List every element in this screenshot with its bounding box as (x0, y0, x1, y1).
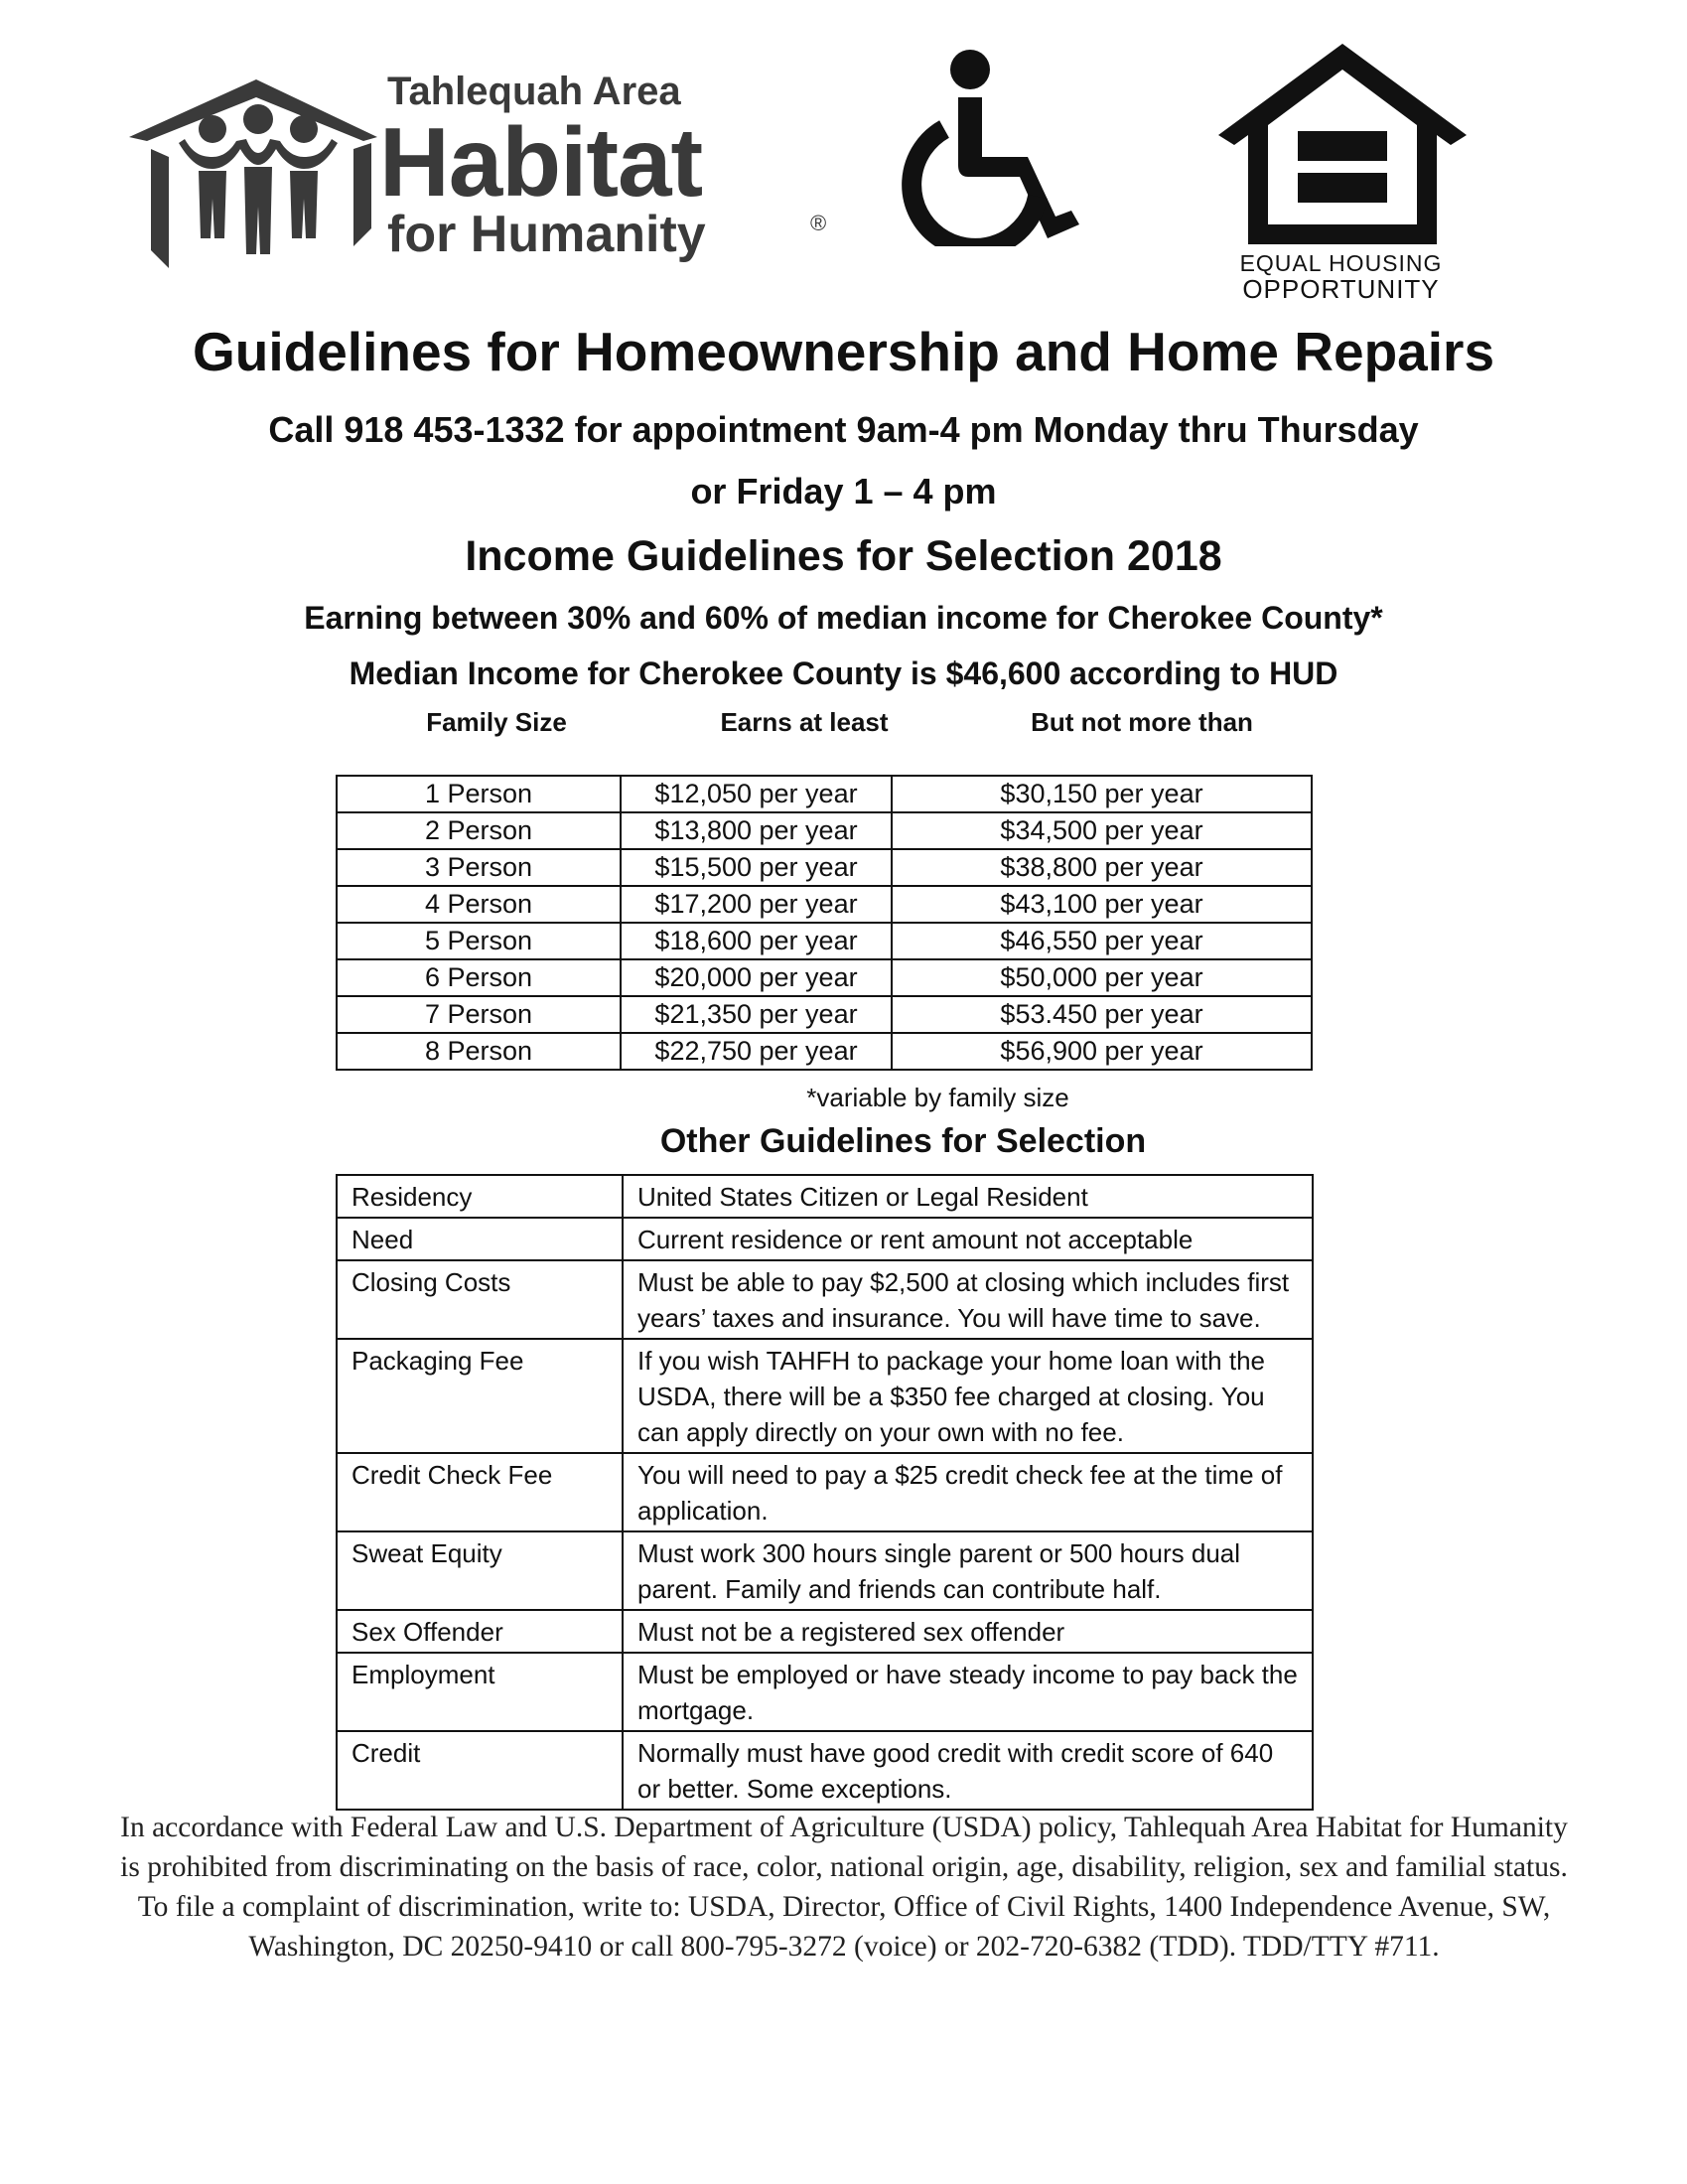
family-size-cell: 2 Person (337, 812, 621, 849)
min-income-cell: $13,800 per year (621, 812, 892, 849)
equal-housing-text: EQUAL HOUSING (1239, 250, 1443, 276)
guideline-label: Residency (337, 1175, 623, 1218)
equal-housing-logo (1216, 40, 1470, 303)
logo-text-habitat: Habitat (379, 107, 703, 217)
table-row (337, 849, 1312, 886)
guideline-value: Must be able to pay $2,500 at closing which includes first years’ taxes and insurance. You will have time to save. (623, 1260, 1313, 1339)
table-row (337, 776, 1312, 812)
guideline-label: Sweat Equity (337, 1531, 623, 1610)
wheelchair-icon (889, 48, 1087, 246)
table-row (337, 996, 1312, 1033)
family-size-cell: 8 Person (337, 1033, 621, 1070)
column-header-not-more-than: But not more than (1031, 707, 1253, 737)
min-income-cell: $12,050 per year (621, 776, 892, 812)
guideline-value: Must be employed or have steady income to pay back the mortgage. (623, 1653, 1313, 1731)
max-income-cell: $50,000 per year (892, 959, 1312, 996)
income-table (336, 775, 1313, 1071)
other-guidelines-table (336, 1174, 1314, 1811)
table-row (337, 1175, 1313, 1218)
family-size-cell: 5 Person (337, 923, 621, 959)
table-row (337, 886, 1312, 923)
family-size-cell: 4 Person (337, 886, 621, 923)
min-income-cell: $21,350 per year (621, 996, 892, 1033)
guideline-value: You will need to pay a $25 credit check fee at the time of application. (623, 1453, 1313, 1531)
max-income-cell: $56,900 per year (892, 1033, 1312, 1070)
min-income-cell: $15,500 per year (621, 849, 892, 886)
min-income-cell: $22,750 per year (621, 1033, 892, 1070)
table-row (337, 1610, 1313, 1653)
min-income-cell: $17,200 per year (621, 886, 892, 923)
registered-mark: ® (810, 211, 827, 235)
max-income-cell: $34,500 per year (892, 812, 1312, 849)
guideline-value: If you wish TAHFH to package your home loan with the USDA, there will be a $350 fee charged at closing. You can apply directly on your own with no fee. (623, 1339, 1313, 1453)
guideline-label: Employment (337, 1653, 623, 1731)
logo-text-for-humanity: for Humanity (387, 206, 706, 263)
median-income-line: Median Income for Cherokee County is $46,600 according to HUD (349, 655, 1338, 691)
earning-range-line: Earning between 30% and 60% of median income for Cherokee County* (304, 600, 1383, 636)
max-income-cell: $46,550 per year (892, 923, 1312, 959)
equal-housing-house-icon (1216, 40, 1470, 248)
logo-text-tahlequah-area: Tahlequah Area (387, 70, 681, 113)
table-row (337, 1033, 1312, 1070)
habitat-house-people-icon (129, 79, 377, 268)
column-header-earns-at-least: Earns at least (720, 707, 889, 737)
guideline-value: Must not be a registered sex offender (623, 1610, 1313, 1653)
table-row (337, 1339, 1313, 1453)
guideline-label: Credit (337, 1731, 623, 1810)
max-income-cell: $53.450 per year (892, 996, 1312, 1033)
min-income-cell: $20,000 per year (621, 959, 892, 996)
guideline-value: Current residence or rent amount not acceptable (623, 1218, 1313, 1260)
habitat-logo (129, 70, 827, 268)
table-row (337, 1531, 1313, 1610)
table-row (337, 1453, 1313, 1531)
guideline-label: Sex Offender (337, 1610, 623, 1653)
guideline-label: Need (337, 1218, 623, 1260)
income-guidelines-title: Income Guidelines for Selection 2018 (465, 532, 1222, 580)
max-income-cell: $30,150 per year (892, 776, 1312, 812)
family-size-cell: 1 Person (337, 776, 621, 812)
opportunity-text: OPPORTUNITY (1242, 274, 1440, 304)
table-row (337, 1731, 1313, 1810)
table-row (337, 1260, 1313, 1339)
guideline-label: Packaging Fee (337, 1339, 623, 1453)
family-size-cell: 6 Person (337, 959, 621, 996)
family-size-cell: 3 Person (337, 849, 621, 886)
max-income-cell: $38,800 per year (892, 849, 1312, 886)
guideline-value: Normally must have good credit with credit score of 640 or better. Some exceptions. (623, 1731, 1313, 1810)
table-row (337, 1218, 1313, 1260)
usda-nondiscrimination-statement: In accordance with Federal Law and U.S. Department of Agriculture (USDA) policy, Tahlequah Area Habitat for Humanity is prohibited from discriminating on the basis of race, color, national origin, age, disability, religion, sex and familial status. To file a complaint of discrimination, write to: USDA, Director, Office of Civil Rights, 1400 Independence Avenue, SW, Washington, DC 20250-9410 or call 800-795-3272 (voice) or 202-720-6382 (TDD). TDD/TTY #711. (120, 1812, 1568, 1963)
income-footnote: *variable by family size (806, 1083, 1069, 1112)
guideline-value: Must work 300 hours single parent or 500 hours dual parent. Family and friends can contribute half. (623, 1531, 1313, 1610)
table-row (337, 812, 1312, 849)
table-row (337, 923, 1312, 959)
appointment-line-2: or Friday 1 – 4 pm (690, 471, 997, 511)
table-row (337, 1653, 1313, 1731)
guideline-label: Closing Costs (337, 1260, 623, 1339)
page-title: Guidelines for Homeownership and Home Repairs (192, 321, 1495, 382)
max-income-cell: $43,100 per year (892, 886, 1312, 923)
other-guidelines-title: Other Guidelines for Selection (659, 1122, 1147, 1160)
family-size-cell: 7 Person (337, 996, 621, 1033)
appointment-line-1: Call 918 453-1332 for appointment 9am-4 pm Monday thru Thursday (268, 409, 1419, 450)
table-row (337, 959, 1312, 996)
guideline-value: United States Citizen or Legal Resident (623, 1175, 1313, 1218)
guideline-label: Credit Check Fee (337, 1453, 623, 1531)
column-header-family-size: Family Size (426, 707, 567, 737)
min-income-cell: $18,600 per year (621, 923, 892, 959)
